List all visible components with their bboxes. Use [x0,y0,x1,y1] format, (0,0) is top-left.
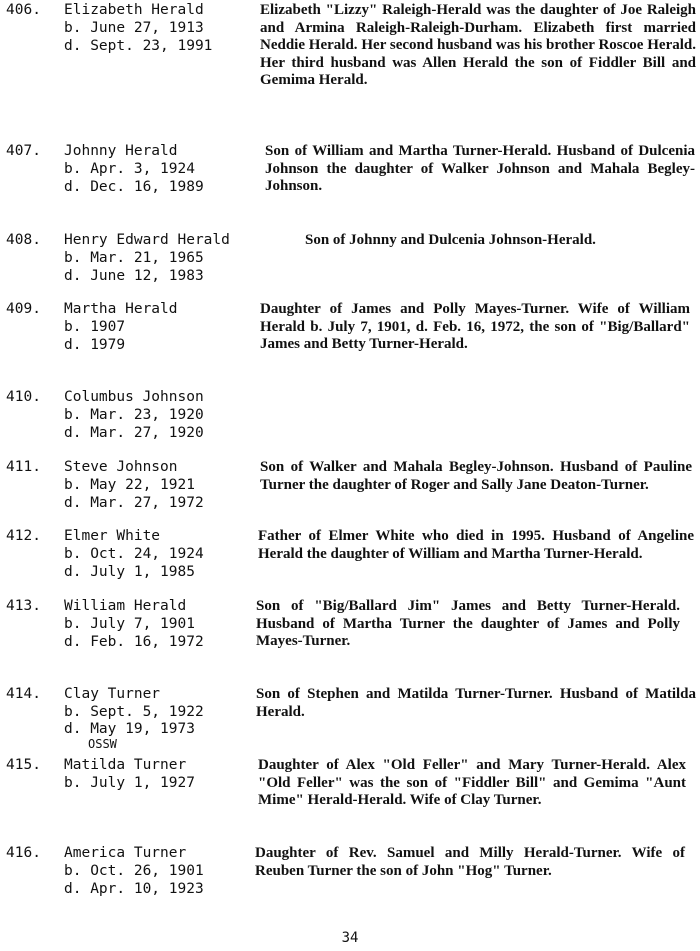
entry-name: Matilda Turner [64,757,187,773]
entry-death: d. Mar. 27, 1972 [64,495,204,511]
entry-description: Daughter of Alex "Old Feller" and Mary Turner-Herald. Alex "Old Feller" was the son of "Fiddler Bill" and Gemima "Aunt Mime" Herald-Herald. Wife of Clay Turner. [258,757,686,808]
entry-description: Daughter of James and Polly Mayes-Turner. Wife of William Herald b. July 7, 1901, d. Feb. 16, 1972, the son of "Big/Ballard" James and Betty Turner-Herald. [260,301,690,352]
entry-name: Clay Turner [64,686,161,702]
entry-name: Elizabeth Herald [64,2,204,18]
entry-birth: b. Oct. 26, 1901 [64,863,204,879]
entry-description: Elizabeth "Lizzy" Raleigh-Herald was the daughter of Joe Raleigh and Armina Raleigh-Raleigh-Durham. Elizabeth first married Neddie Herald. Her second husband was his brother Roscoe Herald. Her third husband was Allen Herald the son of Fiddler Bill and Gemima Herald. [260,2,696,88]
entry-description: Son of "Big/Ballard Jim" James and Betty Turner-Herald. Husband of Martha Turner the daughter of James and Polly Mayes-Turner. [256,598,680,649]
entry-number: 411. [6,459,41,475]
entry-birth: b. 1907 [64,319,126,335]
entry-name: America Turner [64,845,187,861]
entry-birth: b. Mar. 21, 1965 [64,250,204,266]
page-number: 34 [341,930,359,946]
entry-death: d. May 19, 1973 [64,721,195,737]
entry-number: 414. [6,686,41,702]
entry-description: Son of Stephen and Matilda Turner-Turner. Husband of Matilda Herald. [256,686,696,720]
entry-number: 406. [6,2,41,18]
entry-description: Son of William and Martha Turner-Herald. Husband of Dulcenia Johnson the daughter of Walker Johnson and Mahala Begley-Johnson. [265,143,695,194]
entry-name: Elmer White [64,528,161,544]
entry-description: Father of Elmer White who died in 1995. Husband of Angeline Herald the daughter of William and Martha Turner-Herald. [258,528,694,562]
entry-description: Son of Johnny and Dulcenia Johnson-Herald. [305,232,596,248]
entry-birth: b. Apr. 3, 1924 [64,161,195,177]
entry-birth: b. May 22, 1921 [64,477,195,493]
entry-birth: b. Oct. 24, 1924 [64,546,204,562]
entry-death: d. Mar. 27, 1920 [64,425,204,441]
entry-number: 413. [6,598,41,614]
entry-death: d. July 1, 1985 [64,564,195,580]
entry-number: 416. [6,845,41,861]
entry-name: Johnny Herald [64,143,178,159]
entry-number: 407. [6,143,41,159]
entry-name: William Herald [64,598,187,614]
entry-death: d. Dec. 16, 1989 [64,179,204,195]
entry-number: 408. [6,232,41,248]
entry-note: OSSW [88,737,117,751]
entry-name: Henry Edward Herald [64,232,230,248]
entry-death: d. Feb. 16, 1972 [64,634,204,650]
entry-death: d. Apr. 10, 1923 [64,881,204,897]
entry-number: 412. [6,528,41,544]
entry-name: Steve Johnson [64,459,178,475]
entry-name: Martha Herald [64,301,178,317]
entry-birth: b. July 1, 1927 [64,775,195,791]
entry-birth: b. Sept. 5, 1922 [64,704,204,720]
entry-number: 410. [6,389,41,405]
entry-death: d. 1979 [64,337,126,353]
entry-death: d. Sept. 23, 1991 [64,38,213,54]
entry-number: 415. [6,757,41,773]
entry-birth: b. June 27, 1913 [64,20,204,36]
entry-number: 409. [6,301,41,317]
entry-name: Columbus Johnson [64,389,204,405]
entry-death: d. June 12, 1983 [64,268,204,284]
entry-birth: b. Mar. 23, 1920 [64,407,204,423]
entry-description: Son of Walker and Mahala Begley-Johnson. Husband of Pauline Turner the daughter of Roger and Sally Jane Deaton-Turner. [260,459,692,493]
entry-birth: b. July 7, 1901 [64,616,195,632]
entry-description: Daughter of Rev. Samuel and Milly Herald-Turner. Wife of Reuben Turner the son of John "Hog" Turner. [255,845,685,879]
